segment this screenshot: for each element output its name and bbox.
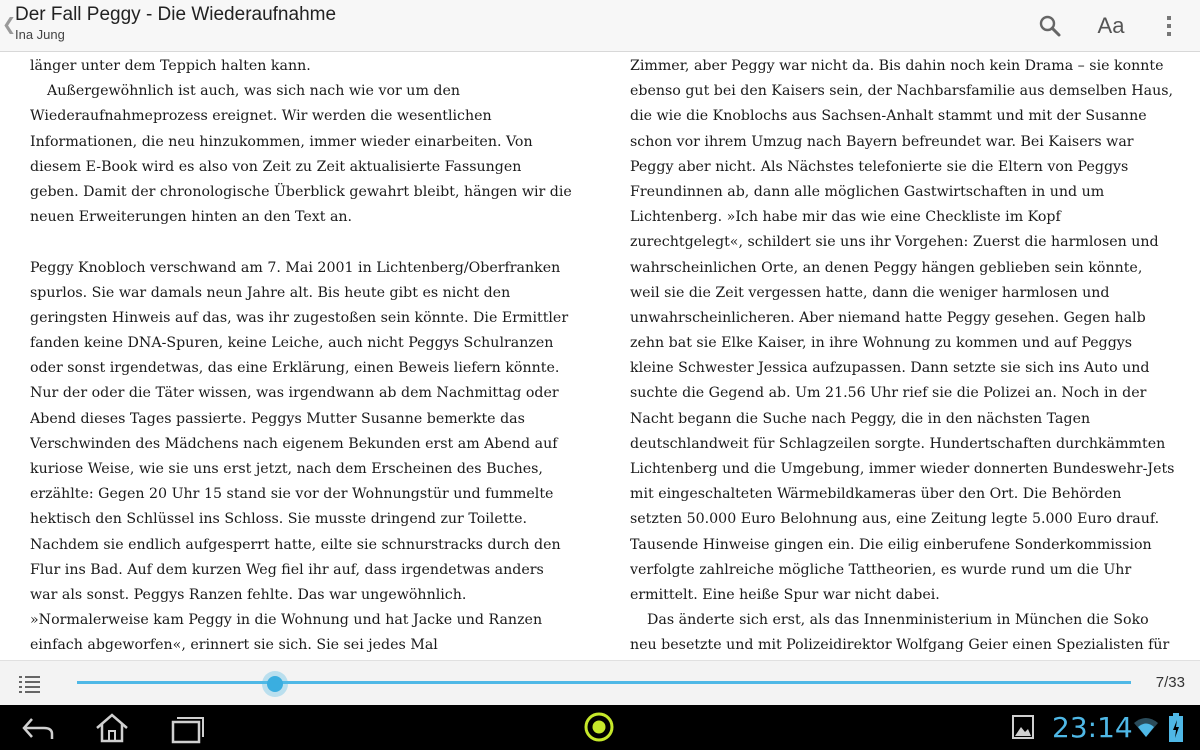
page-indicator: 7/33 — [1155, 674, 1185, 691]
text-line: zehn bat sie Elke Kaiser, in ihre Wohnung zu kommen und auf Peggys — [630, 335, 1133, 352]
text-line: suchte die Gegend ab. Um 21.56 Uhr rief sie die Polizei an. Noch in der — [630, 385, 1147, 402]
text-line: hektisch den Schlüssel ins Schloss. Sie musste dringend zur Toilette. — [30, 511, 528, 528]
text-line: wahrscheinlichen Orte, an denen Peggy hängen geblieben sein könnte, — [630, 259, 1143, 276]
app-launcher-icon[interactable] — [583, 711, 615, 743]
book-title[interactable]: Der Fall Peggy - Die Wiederaufnahme — [15, 4, 337, 25]
text-line: Peggy aber nicht. Als Nächstes telefonierte sie die Eltern von Peggys — [630, 158, 1129, 175]
text-line: schon vor ihrem Umzug nach Bayern befreundet war. Bei Kaisers war — [630, 133, 1134, 150]
text-line: Flur ins Bad. Auf dem kurzen Weg fiel ihr auf, dass irgendetwas anders — [30, 561, 544, 578]
text-line: Abend dieses Tages passierte. Peggys Mutter Susanne bemerkte das — [30, 410, 525, 427]
text-line: länger unter dem Teppich halten kann. — [30, 58, 311, 74]
text-line: Nacht begann die Suche nach Peggy, die in den nächsten Tagen — [630, 410, 1091, 427]
text-line: Nachdem sie endlich aufgesperrt hatte, eilte sie schnurstracks durch den — [30, 536, 561, 553]
nav-home-icon[interactable] — [94, 712, 130, 744]
text-line: mit eingeschalteten Wärmebildkameras über den Ort. Die Behörden — [630, 486, 1122, 503]
table-of-contents-icon[interactable] — [19, 675, 41, 693]
text-line: die wie die Knoblochs aus Sachsen-Anhalt stammt und mit der Susanne — [630, 108, 1147, 125]
text-line: verfolgte zahlreiche mögliche Tattheorien, es wurde rund um die Uhr — [630, 561, 1132, 578]
text-line: geben. Damit der chronologische Überblick gewahrt bleibt, hängen wir die — [30, 183, 572, 200]
text-line: spurlos. Sie war damals neun Jahre alt. Bis heute gibt es nicht den — [30, 284, 511, 301]
text-line: weil sie die Zeit vergessen hatte, dann die weniger harmlosen und — [630, 284, 1110, 301]
text-line: kleine Schwester Jessica aufzupassen. Dann setzte sie sich ins Auto und — [630, 360, 1150, 377]
book-author: Ina Jung — [15, 27, 65, 42]
text-line — [30, 230, 590, 255]
text-line: Wiederaufnahmeprozess ereignet. Wir werden die wesentlichen — [30, 108, 492, 125]
text-line: fanden keine DNA-Spuren, keine Leiche, auch nicht Peggys Schulranzen — [30, 335, 554, 352]
text-line: Tausende Hinweise gingen ein. Die eilig einberufene Sonderkommission — [630, 536, 1152, 553]
text-line: Lichtenberg und die Umgebung, immer wieder donnerten Bundeswehr-Jets — [630, 461, 1175, 477]
text-line: Nur der oder die Täter wissen, was irgendwann ab dem Nachmittag oder — [30, 385, 559, 402]
text-line: oder sonst irgendetwas, das eine Erklärung, einen Beweis liefern könnte. — [30, 360, 560, 377]
text-line: setzten 50.000 Euro Belohnung aus, eine Zeitung legte 5.000 Euro drauf. — [630, 511, 1160, 528]
nav-back-icon[interactable] — [20, 712, 56, 744]
text-line: geringsten Hinweis auf das, was ihr zugestoßen sein könnte. Die Ermittler — [30, 309, 569, 326]
text-line: »Normalerweise kam Peggy in die Wohnung und hat Jacke und Ranzen — [30, 612, 543, 629]
text-line: Zimmer, aber Peggy war nicht da. Bis dahin noch kein Drama – sie konnte — [630, 58, 1164, 74]
text-line: Außergewöhnlich ist auch, was sich nach wie vor um den — [47, 83, 461, 100]
action-bar — [0, 0, 1200, 52]
wifi-icon — [1133, 715, 1159, 747]
text-line: war als sonst. Peggys Ranzen fehlte. Das war ungewöhnlich. — [30, 586, 467, 603]
nav-recents-icon[interactable] — [170, 712, 206, 744]
text-line: ebenso gut bei den Kaisers sein, der Nachbarsfamilie aus demselben Haus, — [630, 83, 1174, 100]
text-line: Peggy Knobloch verschwand am 7. Mai 2001 in Lichtenberg/Oberfranken — [30, 259, 561, 276]
text-line: einfach abgeworfen«, erinnert sie sich. Sie sei jedes Mal — [30, 637, 438, 654]
text-line: Freundinnen ab, dann alle möglichen Gastwirtschaften in und um — [630, 183, 1105, 200]
text-line: zurechtgelegt«, schildert sie uns ihr Vorgehen: Zuerst die harmlosen und — [630, 234, 1159, 251]
right-page[interactable] — [630, 53, 1190, 659]
text-line: ermittelt. Eine heiße Spur war nicht dabei. — [630, 586, 940, 603]
page-slider-track[interactable] — [77, 681, 1131, 684]
left-page[interactable] — [30, 53, 590, 659]
search-icon[interactable] — [1036, 10, 1064, 42]
text-line: neu besetzte und mit Polizeidirektor Wolfgang Geier einen Spezialisten für — [630, 637, 1170, 654]
text-line: Informationen, die neu hinzukommen, immer wieder einarbeiten. Von — [30, 133, 533, 150]
system-nav-bar — [0, 705, 1200, 750]
text-line: Verschwinden des Mädchens nach eigenem Bekunden erst am Abend auf — [30, 435, 558, 452]
text-line: Lichtenberg. »Ich habe mir das wie eine Checkliste im Kopf — [630, 209, 1061, 226]
page-slider-thumb[interactable] — [262, 671, 288, 697]
text-line: erzählte: Gegen 20 Uhr 15 stand sie vor der Wohnungstür und fummelte — [30, 486, 554, 503]
font-settings-button[interactable]: Aa — [1097, 13, 1125, 38]
text-line: deutschlandweit für Schlagzeilen sorgte. Hundertschaften durchkämmten — [630, 435, 1166, 452]
battery-icon — [1168, 713, 1184, 745]
overflow-menu-icon[interactable] — [1160, 10, 1178, 42]
gallery-notification-icon[interactable] — [1012, 715, 1034, 747]
reading-progress-bar — [0, 660, 1200, 705]
text-line: unwahrscheinlicheren. Aber niemand hatte Peggy gesehen. Gegen halb — [630, 309, 1146, 326]
text-line: neuen Erweiterungen hinten an den Text an. — [30, 209, 353, 226]
text-line: Das änderte sich erst, als das Innenministerium in München die Soko — [647, 612, 1149, 629]
text-line: diesem E-Book wird es also von Zeit zu Zeit aktualisierte Fassungen — [30, 158, 522, 175]
text-line: kuriose Weise, wie sie uns erst jetzt, nach dem Erscheinen des Buches, — [30, 461, 543, 477]
status-clock: 23:14 — [1052, 711, 1133, 744]
chevron-left-icon[interactable]: ❮ — [2, 15, 17, 35]
